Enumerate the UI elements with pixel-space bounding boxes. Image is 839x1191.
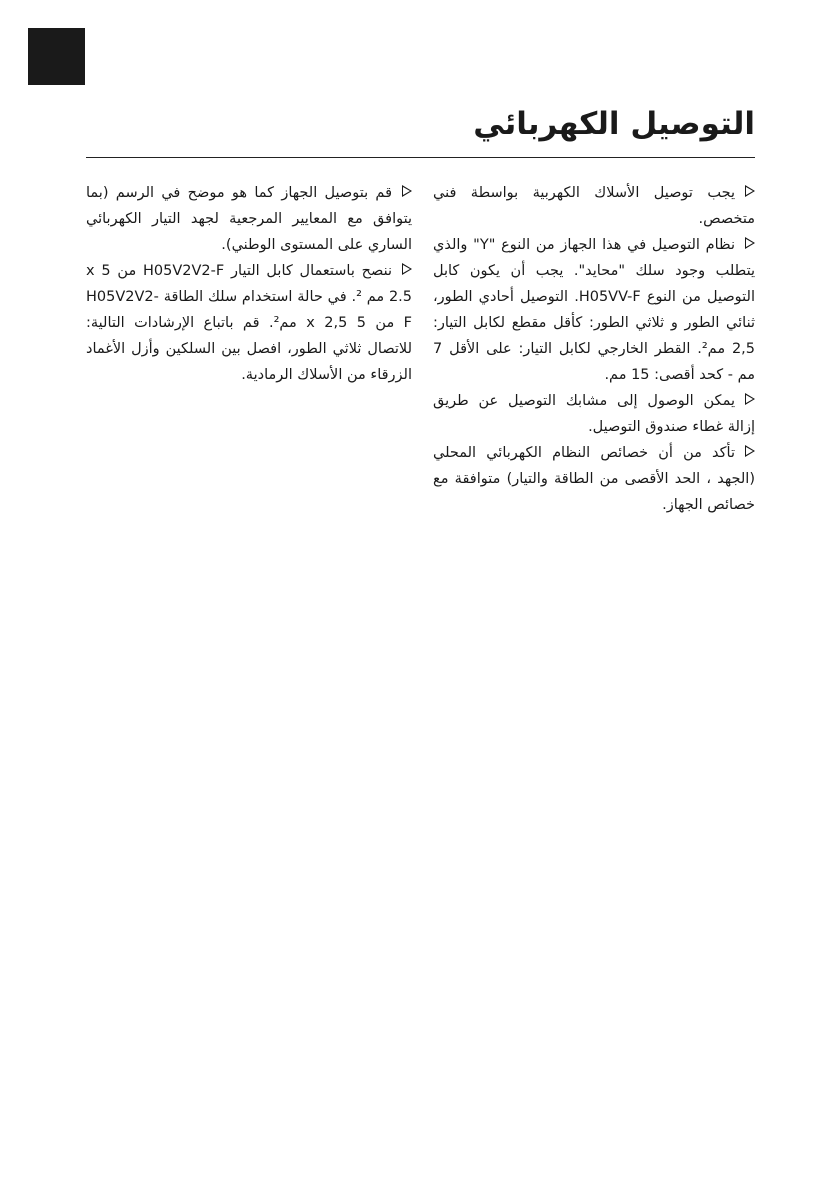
instruction-item bbox=[86, 180, 412, 258]
instruction-item bbox=[433, 388, 755, 440]
triangle-bullet-icon bbox=[745, 237, 755, 249]
triangle-bullet-icon bbox=[745, 393, 755, 405]
triangle-bullet-icon bbox=[402, 263, 412, 275]
left-column bbox=[86, 180, 412, 388]
instruction-item bbox=[433, 440, 755, 518]
title-divider bbox=[86, 157, 755, 158]
instruction-item bbox=[86, 258, 412, 388]
instruction-item bbox=[433, 232, 755, 388]
page-marker-block bbox=[28, 28, 85, 85]
instruction-text: ننصح باستعمال كابل التيار H05V2V2-F من 5 x 2.5 مم ². في حالة استخدام سلك الطاقة H05V2V2-F من 5 x 2,5 مم². قم باتباع الإرشادات التالية: للاتصال ثلاثي الطور، افصل بين السلكين وأزل الأغماد الزرقاء من الأسلاك الرمادية. bbox=[86, 263, 413, 383]
instruction-text: نظام التوصيل في هذا الجهاز من النوع "Y" والذي يتطلب وجود سلك "محايد". يجب أن يكون كابل التوصيل من النوع H05VV-F. التوصيل أحادي الطور، ثنائي الطور و ثلاثي الطور: كأقل مقطع لكابل التيار: 2,5 مم². القطر الخارجي لكابل التيار: على الأقل 7 مم - كحد أقصى: 15 مم. bbox=[433, 237, 755, 383]
instruction-text: تأكد من أن خصائص النظام الكهربائي المحلي (الجهد ، الحد الأقصى من الطاقة والتيار) متوافقة مع خصائص الجهاز. bbox=[433, 445, 755, 513]
instruction-text: يمكن الوصول إلى مشابك التوصيل عن طريق إزالة غطاء صندوق التوصيل. bbox=[433, 393, 755, 435]
triangle-bullet-icon bbox=[402, 185, 412, 197]
page-title: التوصيل الكهربائي bbox=[473, 106, 755, 142]
instruction-text: يجب توصيل الأسلاك الكهربية بواسطة فني متخصص. bbox=[433, 185, 755, 227]
triangle-bullet-icon bbox=[745, 445, 755, 457]
right-column bbox=[433, 180, 755, 518]
instruction-text: قم بتوصيل الجهاز كما هو موضح في الرسم (بما يتوافق مع المعايير المرجعية لجهد التيار الكهربائي الساري على المستوى الوطني). bbox=[86, 185, 412, 253]
instruction-item bbox=[433, 180, 755, 232]
triangle-bullet-icon bbox=[745, 185, 755, 197]
